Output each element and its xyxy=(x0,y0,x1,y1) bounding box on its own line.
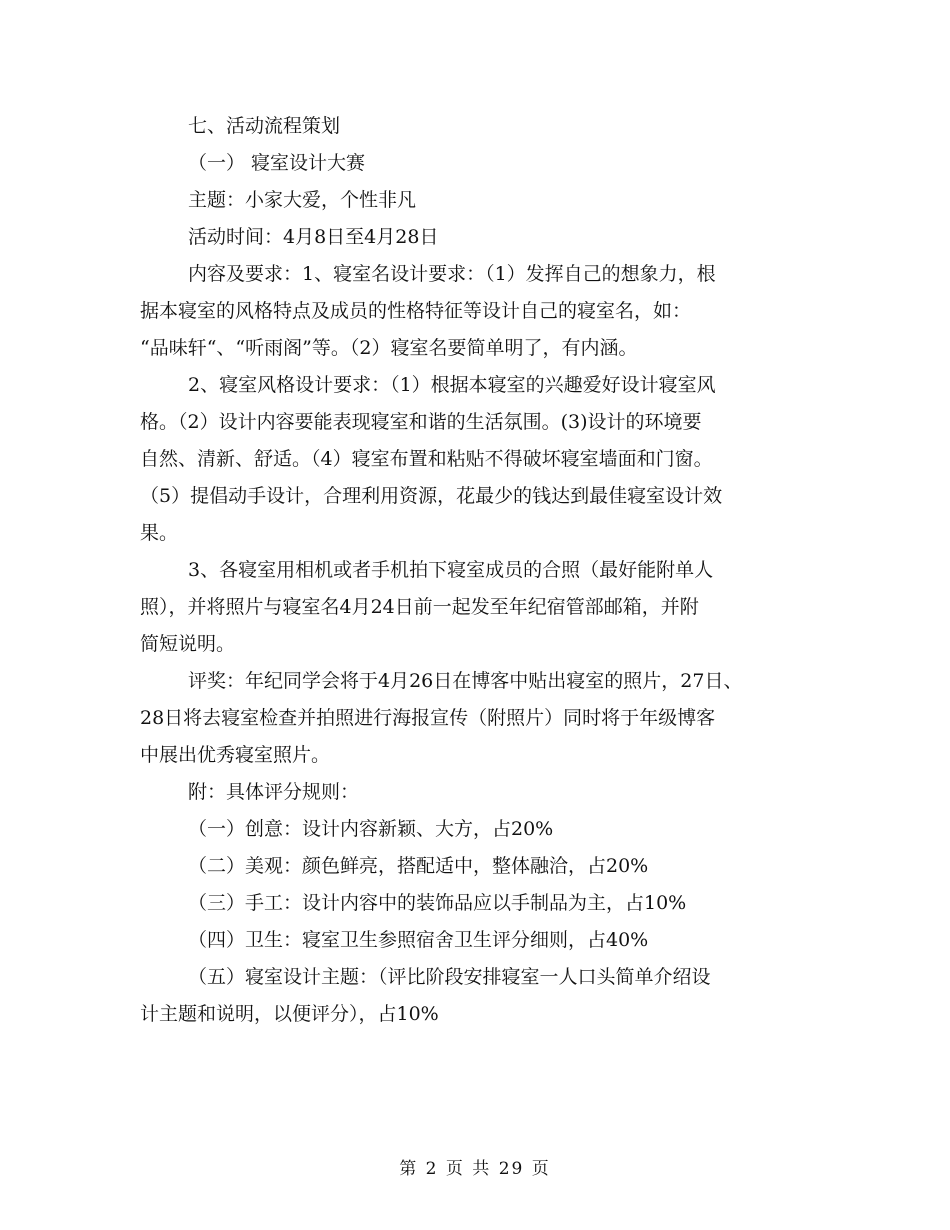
text-line: 评奖：年纪同学会将于4月26日在博客中贴出寝室的照片，27日、 xyxy=(188,670,743,692)
text-line: 主题：小家大爱，个性非凡 xyxy=(188,189,417,211)
text-line: 简短说明。 xyxy=(140,633,236,655)
text-line: 果。 xyxy=(140,522,179,544)
text-line: 附：具体评分规则： xyxy=(188,781,360,803)
text-line: 28日将去寝室检查并拍照进行海报宣传（附照片）同时将于年级博客 xyxy=(140,707,716,729)
text-line: （四）卫生：寝室卫生参照宿舍卫生评分细则，占40% xyxy=(188,929,649,951)
text-line: 3、各寝室用相机或者手机拍下寝室成员的合照（最好能附单人 xyxy=(188,559,714,581)
text-line: （三）手工：设计内容中的装饰品应以手制品为主，占10% xyxy=(188,892,687,914)
text-line: 格。（2）设计内容要能表现寝室和谐的生活氛围。(3)设计的环境要 xyxy=(140,411,702,433)
text-line: 照），并将照片与寝室名4月24日前一起发至年纪宿管部邮箱，并附 xyxy=(140,596,699,618)
text-line: “品味轩“、“听雨阁”等。（2）寝室名要简单明了，有内涵。 xyxy=(140,337,638,359)
text-line: （一） 寝室设计大赛 xyxy=(188,152,366,174)
text-line: 自然、清新、舒适。（4）寝室布置和粘贴不得破坏寝室墙面和门窗。 xyxy=(140,448,713,470)
text-line: （五）寝室设计主题：（评比阶段安排寝室一人口头简单介绍设 xyxy=(188,966,711,988)
text-line: （一）创意：设计内容新颖、大方，占20% xyxy=(188,818,554,840)
text-line: 活动时间：4月8日至4月28日 xyxy=(188,226,439,248)
document-body xyxy=(140,108,820,1033)
page-number-footer: 第 2 页 共 29 页 xyxy=(399,1159,551,1179)
text-line: 中展出优秀寝室照片。 xyxy=(140,744,331,766)
text-line: 2、寝室风格设计要求：（1）根据本寝室的兴趣爱好设计寝室风 xyxy=(188,374,716,396)
text-line: 七、活动流程策划 xyxy=(188,115,341,137)
text-line: 内容及要求：1、寝室名设计要求：（1）发挥自己的想象力，根 xyxy=(188,263,716,285)
text-line: 计主题和说明，以便评分），占10% xyxy=(140,1003,439,1025)
text-line: 据本寝室的风格特点及成员的性格特征等设计自己的寝室名，如： xyxy=(140,300,692,322)
text-line: （二）美观：颜色鲜亮，搭配适中，整体融洽，占20% xyxy=(188,855,649,877)
text-line: （5）提倡动手设计，合理利用资源，花最少的钱达到最佳寝室设计效 xyxy=(140,485,723,507)
